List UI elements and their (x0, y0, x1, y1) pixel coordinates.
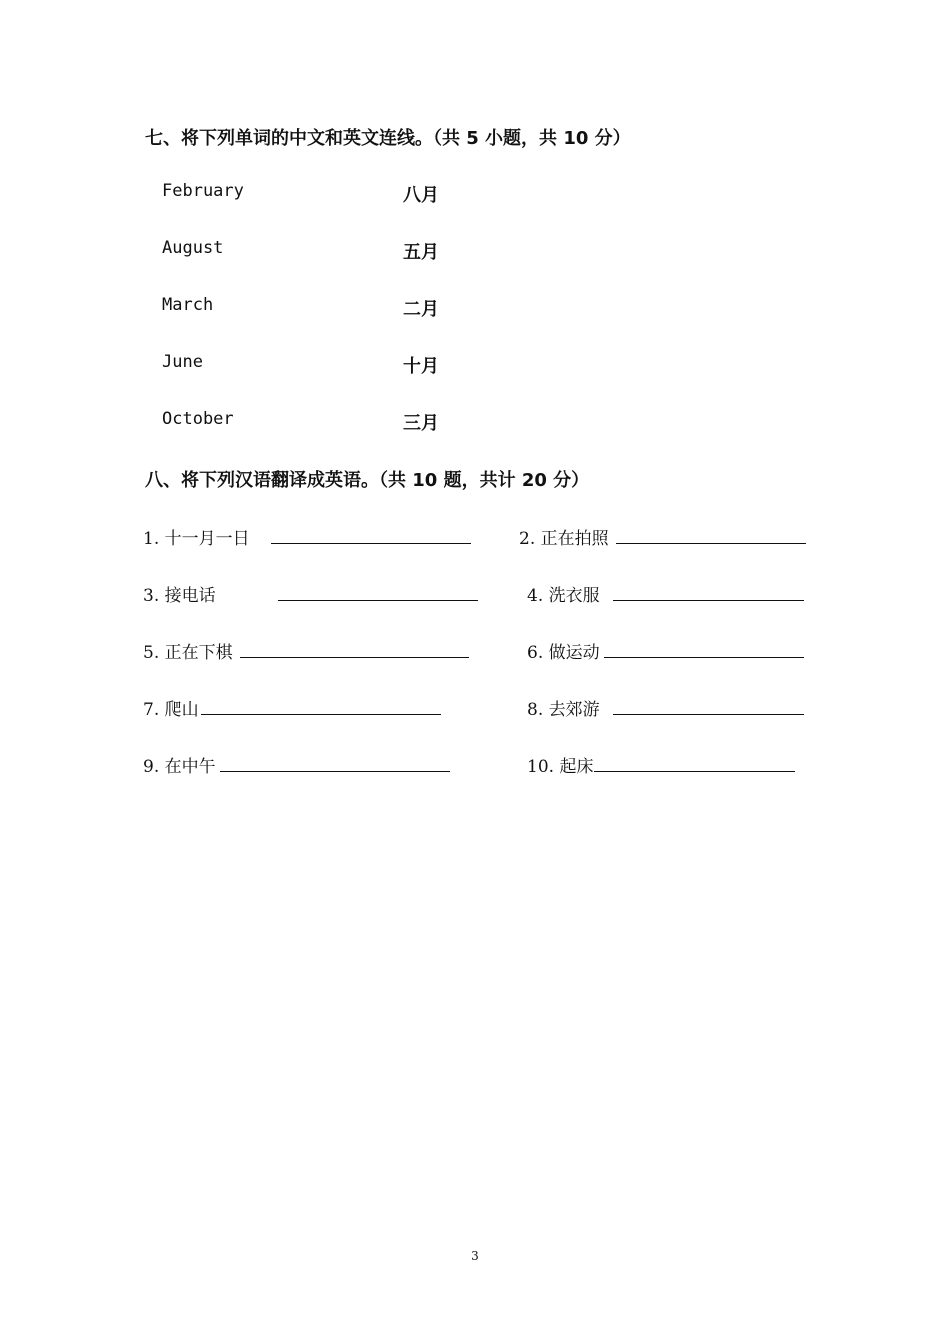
translation-prompt: 4. 洗衣服 (527, 586, 600, 606)
english-word: October (162, 409, 234, 429)
english-word: February (162, 181, 244, 201)
english-word: June (162, 352, 203, 372)
translation-prompt: 9. 在中午 (143, 757, 216, 777)
answer-blank[interactable] (613, 600, 804, 601)
translation-prompt: 3. 接电话 (143, 586, 216, 606)
chinese-word: 八月 (403, 185, 439, 206)
section-8-heading: 八、将下列汉语翻译成英语。（共 10 题，共计 20 分） (145, 470, 590, 491)
answer-blank[interactable] (240, 657, 469, 658)
answer-blank[interactable] (220, 771, 450, 772)
answer-blank[interactable] (594, 771, 795, 772)
chinese-word: 十月 (403, 356, 439, 377)
answer-blank[interactable] (616, 543, 806, 544)
answer-blank[interactable] (271, 543, 471, 544)
answer-blank[interactable] (201, 714, 441, 715)
translation-prompt: 5. 正在下棋 (143, 643, 233, 663)
chinese-word: 二月 (403, 299, 439, 320)
page-number: 3 (471, 1249, 479, 1263)
translation-prompt: 6. 做运动 (527, 643, 600, 663)
english-word: March (162, 295, 214, 315)
translation-prompt: 2. 正在拍照 (519, 529, 609, 549)
section-7-heading: 七、将下列单词的中文和英文连线。（共 5 小题，共 10 分） (145, 128, 631, 149)
answer-blank[interactable] (278, 600, 478, 601)
translation-prompt: 10. 起床 (527, 757, 594, 777)
answer-blank[interactable] (604, 657, 804, 658)
translation-prompt: 1. 十一月一日 (143, 529, 250, 549)
answer-blank[interactable] (613, 714, 804, 715)
translation-prompt: 8. 去郊游 (527, 700, 600, 720)
chinese-word: 三月 (403, 413, 439, 434)
translation-prompt: 7. 爬山 (143, 700, 199, 720)
chinese-word: 五月 (403, 242, 439, 263)
english-word: August (162, 238, 224, 258)
